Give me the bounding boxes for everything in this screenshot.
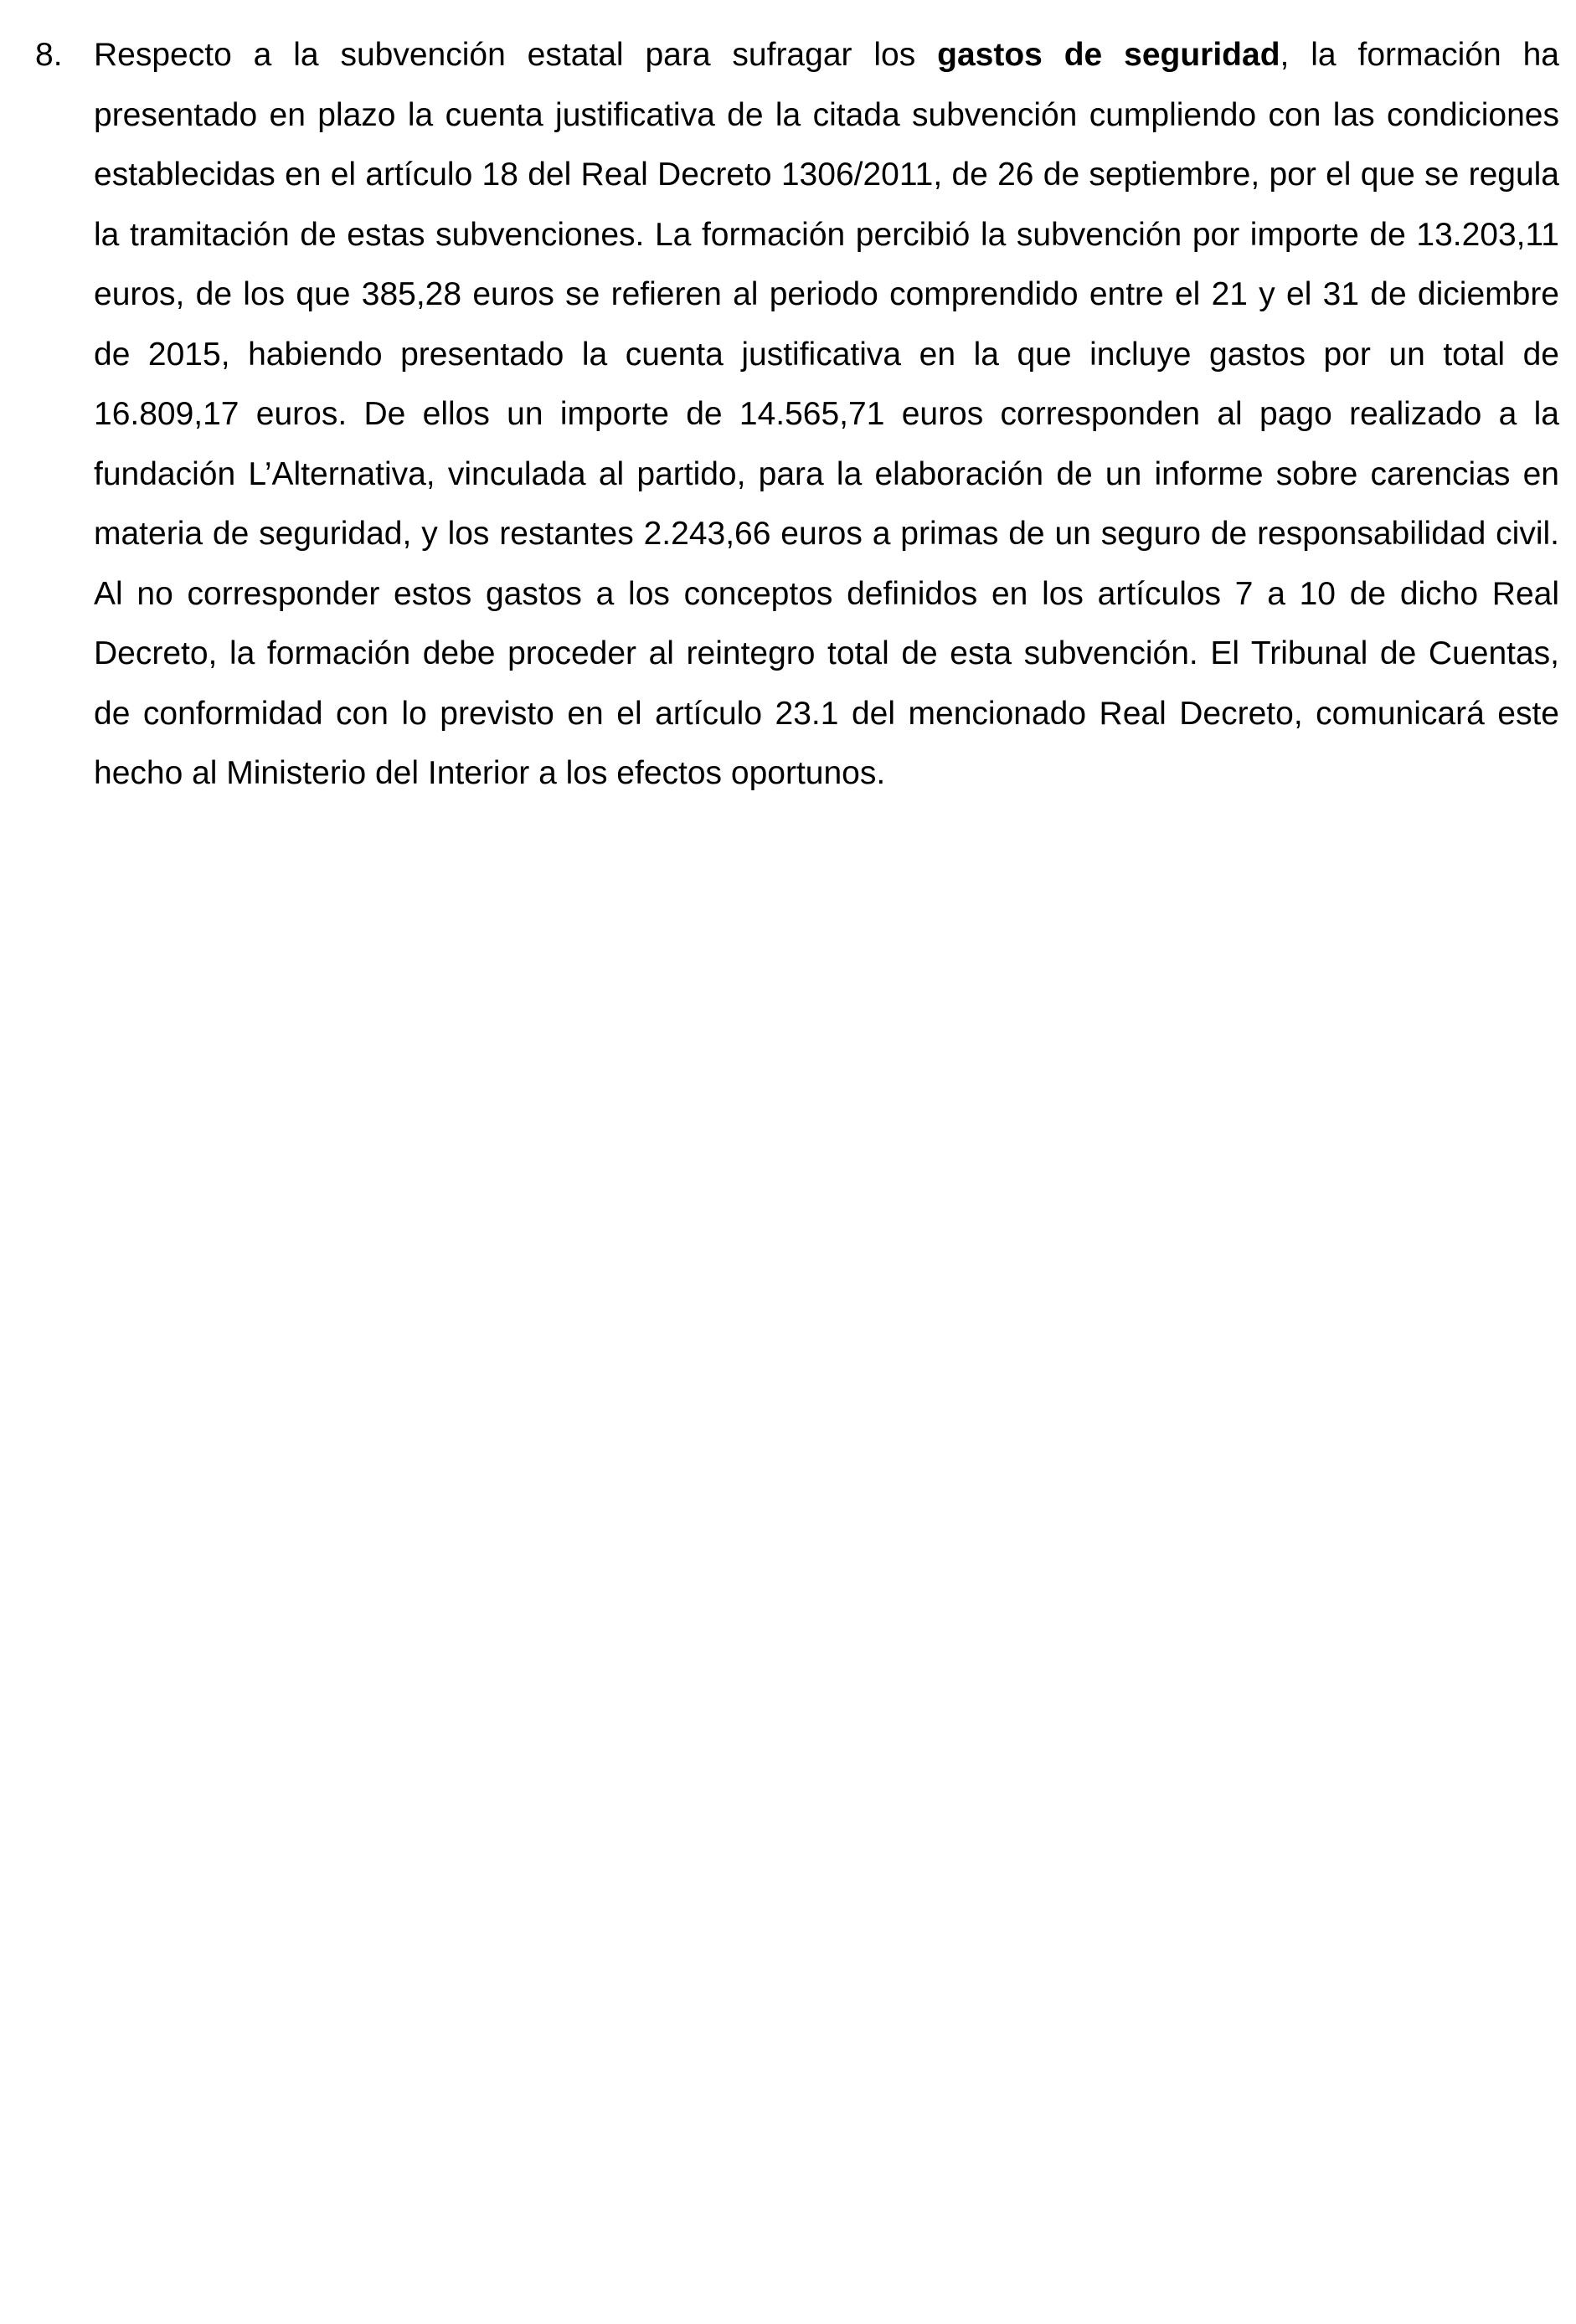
paragraph-text-start: Respecto a la subvención estatal para sufragar los xyxy=(94,37,938,73)
paragraph-text xyxy=(94,25,1559,804)
bold-term: gastos de seguridad xyxy=(937,37,1280,73)
paragraph-number: 8. xyxy=(35,37,63,73)
paragraph-text-rest: , la formación ha presentado en plazo la cuenta justificativa de la citada subvención cumpliendo con las condiciones establecidas en el artículo 18 del Real Decreto 1306/2011, de 26 de septiembre, por el que se regula la tramitación de estas subvenciones. La formación percibió la subvención por importe de 13.203,11 euros, de los que 385,28 euros se refieren al periodo comprendido entre el 21 y el 31 de diciembre de 2015, habiendo presentado la cuenta justificativa en la que incluye gastos por un total de 16.809,17 euros. De ellos un importe de 14.565,71 euros corresponden al pago realizado a la fundación L’Alternativa, vinculada al partido, para la elaboración de un informe sobre carencias en materia de seguridad, y los restantes 2.243,66 euros a primas de un seguro de responsabilidad civil. Al no corresponder estos gastos a los conceptos definidos en los artículos 7 a 10 de dicho Real Decreto, la formación debe proceder al reintegro total de esta subvención. El Tribunal de Cuentas, de conformidad con lo previsto en el artículo 23.1 del mencionado Real Decreto, comunicará este hecho al Ministerio del Interior a los efectos oportunos. xyxy=(94,37,1559,791)
